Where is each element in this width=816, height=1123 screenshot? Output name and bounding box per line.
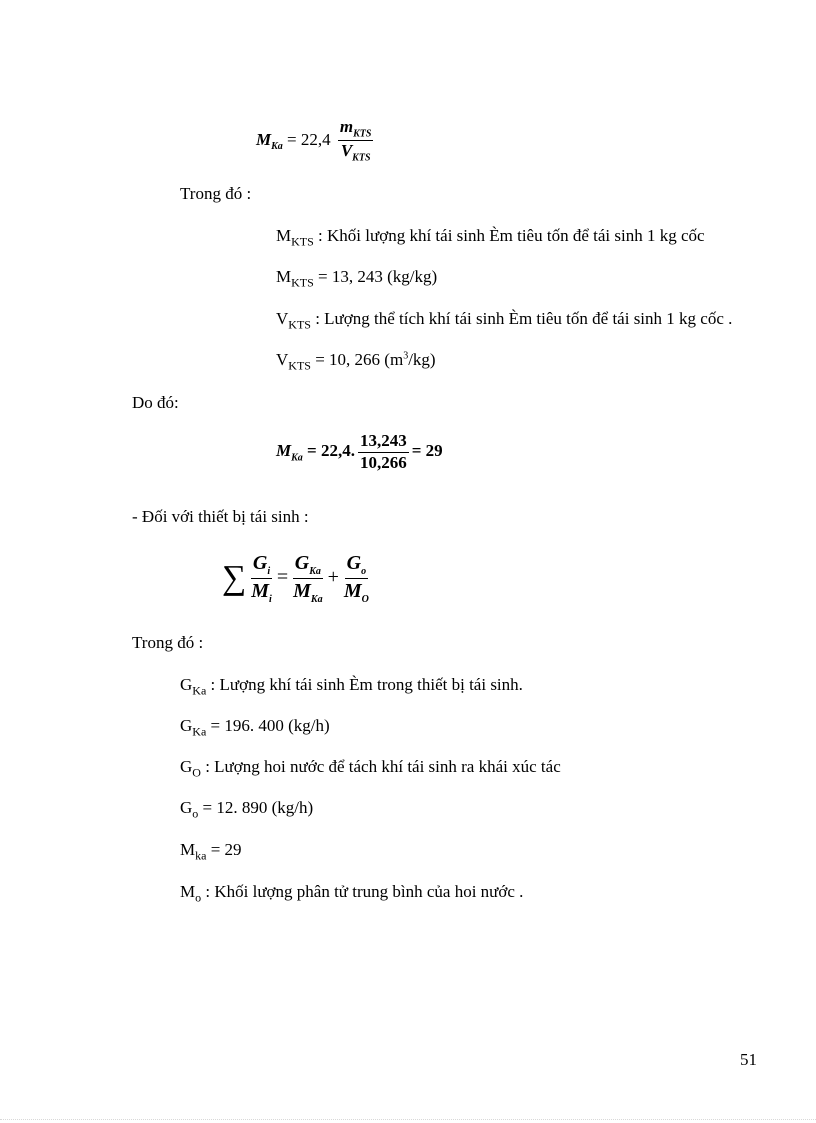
eq3-fraction-3 — [342, 552, 371, 605]
def5-sub: Ka — [192, 683, 207, 698]
eq2-lhs: M — [276, 441, 292, 461]
eq2-lhs-sub: Ka — [291, 452, 303, 464]
equation-mka-result — [276, 432, 443, 472]
eq2-numerator: 13,243 — [358, 432, 409, 453]
eq1-num-symbol: m — [339, 117, 354, 136]
eq3-f2-den-sub: Ka — [310, 594, 323, 605]
def4-text-b: /kg) — [408, 350, 436, 369]
eq1-num-sub: KTS — [353, 128, 372, 140]
eq3-fraction-1 — [249, 552, 274, 605]
eq3-plus: + — [327, 566, 339, 589]
def7-text: : Lượng hoi nước để tách khí tái sinh ra khái xúc tác — [200, 757, 561, 776]
eq3-f3-den-sub: O — [361, 594, 369, 605]
eq3-f3-den-symbol: M — [343, 580, 362, 602]
eq1-den-sub: KTS — [352, 152, 371, 164]
def9-sub: ka — [195, 848, 207, 863]
def6-text: = 196. 400 (kg/h) — [206, 716, 330, 735]
eq2-result: = 29 — [411, 441, 443, 461]
def4-symbol: V — [276, 350, 289, 369]
eq2-denominator: 10,266 — [359, 452, 407, 472]
equation-mka-definition — [256, 118, 376, 164]
def4-sub: KTS — [288, 358, 311, 373]
def4-text-a: = 10, 266 (m — [310, 350, 404, 369]
equation-sum-balance — [222, 552, 374, 605]
eq3-f1-den — [249, 579, 274, 605]
def6-sub: Ka — [192, 724, 207, 739]
definition-go — [180, 757, 561, 780]
def8-symbol: G — [180, 798, 193, 817]
def2-text: = 13, 243 (kg/kg) — [313, 267, 438, 286]
value-go — [180, 798, 313, 821]
def8-text: = 12. 890 (kg/h) — [198, 798, 314, 817]
def10-text: : Khối lượng phân tử trung bình của hoi nước . — [201, 882, 524, 901]
def8-sub: o — [192, 806, 199, 821]
def3-symbol: V — [276, 309, 289, 328]
eq1-numerator — [338, 118, 374, 141]
eq3-f3-num — [345, 552, 368, 579]
def5-text: : Lượng khí tái sinh Èm trong thiết bị tái sinh. — [206, 675, 523, 694]
def2-sub: KTS — [291, 275, 314, 290]
eq3-f3-num-sub: o — [361, 566, 367, 577]
def9-text: = 29 — [206, 840, 242, 859]
eq3-fraction-2 — [291, 552, 324, 605]
eq2-equals-coef: = 22,4. — [307, 441, 355, 461]
bullet-regenerator: - Đối với thiết bị tái sinh : — [132, 507, 309, 526]
eq2-fraction — [358, 432, 409, 472]
eq1-den-symbol: V — [340, 141, 353, 161]
def5-symbol: G — [180, 675, 193, 694]
def3-sub: KTS — [288, 317, 311, 332]
eq3-f1-den-symbol: M — [251, 580, 270, 602]
eq1-lhs-sub: Ka — [271, 141, 283, 153]
eq3-f1-den-sub: i — [269, 594, 272, 605]
value-mkts — [276, 267, 437, 290]
def4-sup: 3 — [403, 350, 409, 362]
eq1-lhs: M — [256, 129, 272, 149]
eq1-fraction — [338, 118, 374, 164]
def3-text: : Lượng thể tích khí tái sinh Èm tiêu tốn để tái sinh 1 kg cốc . — [310, 309, 733, 328]
trong-do-label-2: Trong đó : — [132, 633, 204, 652]
page-number: 51 — [740, 1050, 757, 1069]
def10-sub: o — [195, 890, 202, 905]
eq3-f2-num — [293, 552, 323, 579]
sigma-symbol: ∑ — [222, 559, 247, 597]
def10-symbol: M — [180, 882, 196, 901]
value-gka — [180, 716, 330, 739]
def6-symbol: G — [180, 716, 193, 735]
def1-text: : Khối lượng khí tái sinh Èm tiêu tốn để tái sinh 1 kg cốc — [313, 226, 705, 245]
eq3-f1-num — [251, 552, 272, 579]
def2-symbol: M — [276, 267, 292, 286]
eq3-f2-den — [291, 579, 324, 605]
eq3-f2-den-symbol: M — [293, 580, 311, 602]
definition-gka — [180, 675, 523, 698]
def7-symbol: G — [180, 757, 193, 776]
trong-do-label-1: Trong đó : — [180, 184, 252, 203]
eq3-f2-num-sub: Ka — [309, 566, 321, 577]
value-mka — [180, 840, 242, 863]
eq1-equals-coef: = 22,4 — [287, 129, 331, 149]
def1-sub: KTS — [291, 234, 314, 249]
definition-mo — [180, 882, 523, 905]
definition-vkts — [276, 309, 732, 332]
eq3-equals: = — [276, 566, 289, 589]
eq1-denominator — [339, 141, 373, 163]
eq3-f3-num-symbol: G — [346, 552, 362, 574]
eq3-f2-num-symbol: G — [294, 552, 310, 574]
definition-mkts — [276, 226, 705, 249]
eq3-f3-den — [342, 579, 371, 605]
def7-sub: O — [192, 765, 201, 780]
page-bottom-divider — [0, 1119, 816, 1120]
def1-symbol: M — [276, 226, 292, 245]
def9-symbol: M — [180, 840, 196, 859]
do-do-label: Do đó: — [132, 393, 179, 412]
eq3-f1-num-sub: i — [267, 566, 271, 577]
value-vkts — [276, 350, 436, 373]
eq3-f1-num-symbol: G — [252, 552, 268, 574]
